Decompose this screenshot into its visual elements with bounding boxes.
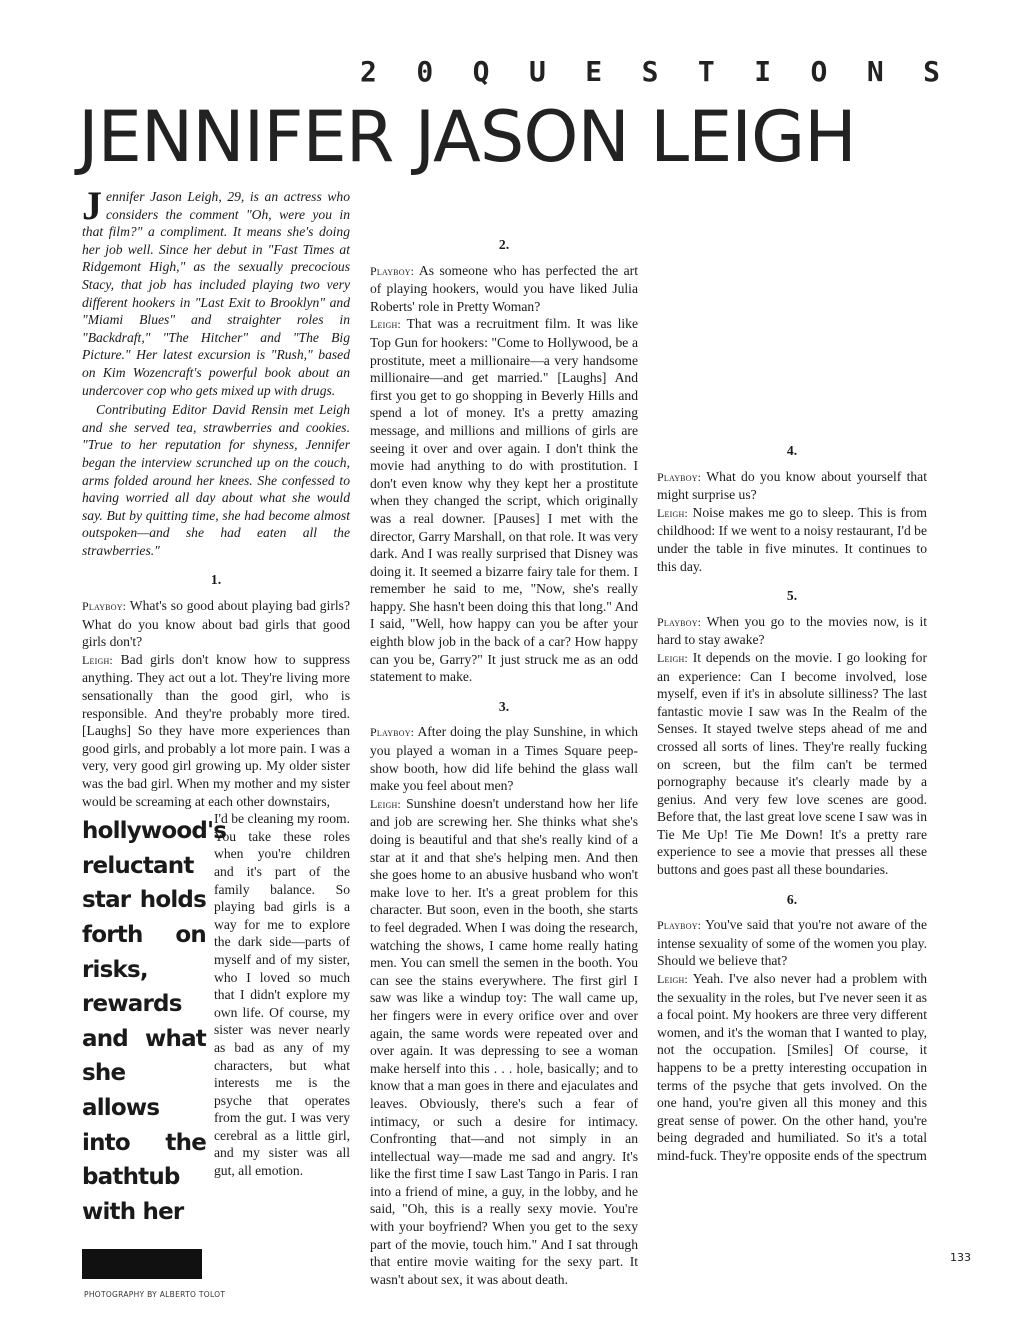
- intro-paragraph-2: Contributing Editor David Rensin met Leigh and she served tea, strawberries and cookies. "True to her reputation for shyness, Jennifer began the interview scrunched up on the couch, arms folded around her knees. She confessed to having worried all day about what she would say. But by quitting time, she had become almost outspoken—and she had eaten all the strawberries.": [82, 402, 350, 558]
- kicker-letter: N: [866, 55, 884, 88]
- answer-2-text: That was a recruitment film. It was like Top Gun for hookers: "Come to Hollywood, be a prostitute, meet a millionaire—a very handsome millionaire—and get married." [Laughs] And first you get to go shopping in Beverly Hills and spend a lot of money. It's a pretty amazing message, and millions and millions of girls are seeing it over and over again. I don't think the movie had anything to do with prostitution. I don't even know why they kept her a prostitute when they changed the script, which originally was a real downer. [Pauses] I met with the director, Garry Marshall, on that role. It was very dark. And I was really surprised that Disney was doing it. It seemed a bizarre fairy tale for them. I remember he said to me, "Now, she's really happy. She hasn't been doing this that long." And I said, "Well, how happy can you be after your eighth blow job in the back of a car? How happy can you be, Garry?" It just struck me as an odd statement to make.: [370, 316, 638, 685]
- question-5: [657, 613, 927, 649]
- kicker-letter: E: [585, 55, 603, 88]
- answer-1: [82, 651, 350, 1225]
- intro-text: [82, 183, 350, 559]
- kicker-letter: S: [641, 55, 659, 88]
- intro-paragraph-1-text: ennifer Jason Leigh, 29, is an actress who considers the comment "Oh, were you in that film?" a compliment. It means she's doing her job well. Since her debut in "Fast Times at Ridgemont High," as the sexually precocious Stacy, that job has included playing two very different hookers in "Last Exit to Brooklyn" and "Miami Blues" and straighter roles in "Backdraft," "The Hitcher" and "The Big Picture." Her latest excursion is "Rush," based on Kim Wozencraft's powerful book about an undercover cop who gets mixed up with drugs.: [82, 189, 350, 398]
- answer-3: [370, 795, 638, 1289]
- column-2: [370, 188, 638, 1288]
- question-1: [82, 597, 350, 651]
- photo-credit: PHOTOGRAPHY BY ALBERTO TOLOT: [84, 1290, 226, 1299]
- speaker-leigh: Leigh:: [370, 317, 401, 332]
- answer-6: [657, 970, 927, 1165]
- speaker-leigh: Leigh:: [657, 650, 688, 665]
- answer-5: [657, 649, 927, 879]
- question-4: [657, 468, 927, 504]
- answer-4-text: Noise makes me go to sleep. This is from childhood: If we went to a noisy restaurant, I'd be under the table in five minutes. It continues to this day.: [657, 504, 927, 574]
- answer-3-text: Sunshine doesn't understand how her life and job are screwing her. She thinks what she's doing is beautiful and that she's really kind of a star at it and that she's helping men. And then she goes home to an abusive husband who won't make love to her. It's a great problem for this character. But soon, even in the booth, she starts to feel degraded. When I was doing the research, watching the shows, I came home really hating men. You can smell the semen in the booth. You can see the stains everywhere. The first girl I saw was like a windup toy: The wall came up, her fingers were in every orifice over and over again, the same words were repeated over and over again. It was depressing to see a woman make herself into this . . . hole, basically; and to know that a man goes in there and ejaculates and leaves. Obviously, there's such a fear of intimacy, or such a desire for intimacy. Confronting that—and not simply in an intellectual way—made me sad and angry. It's like the first time I saw Last Tango in Paris. I ran into a friend of mine, a guy, in the lobby, and he said, "Oh, this is a really sexy movie. You're with your boyfriend? When you get to the sexy part of the movie, touch him." And I sat through that entire movie waiting for the sexy part. It wasn't about sex, it was about death.: [370, 795, 638, 1287]
- question-3-text: After doing the play Sunshine, in which you played a woman in a Times Square peep-show booth, how did life behind the glass wall make you feel about men?: [370, 724, 638, 794]
- speaker-leigh: Leigh:: [657, 972, 688, 987]
- speaker-playboy: Playboy:: [657, 918, 702, 933]
- answer-1-text-continued: I'd be cleaning my room. You take these roles when you're children and it's part of the family balance. So playing bad girls is a way for me to explore the dark side—parts of myself and of my sister, who I loved so much that I didn't explore my own life. Of course, my sister was never nearly as bad as any of my characters, but what interests me is the psyche that operates from the gut. I was very cerebral as a little girl, and my sister was all gut, all emotion.: [214, 811, 350, 1179]
- column-3: [657, 188, 927, 1165]
- question-6-text: You've said that you're not aware of the intense sexuality of some of the women you play. Should we believe that?: [657, 917, 927, 969]
- pull-quote-bar: [82, 1249, 202, 1279]
- question-number-5: 5.: [786, 588, 798, 604]
- question-5-text: When you go to the movies now, is it hard to stay awake?: [657, 613, 927, 648]
- kicker-letter: I: [754, 55, 772, 88]
- kicker-letter: 2: [360, 55, 377, 88]
- question-number-4: 4.: [786, 443, 798, 458]
- speaker-playboy: Playboy:: [657, 469, 702, 484]
- question-2-text: As someone who has perfected the art of playing hookers, would you have liked Julia Roberts' role in Pretty Woman?: [370, 262, 638, 314]
- pull-quote: [82, 814, 227, 1279]
- speaker-playboy: Playboy:: [82, 599, 127, 614]
- speaker-playboy: Playboy:: [657, 614, 702, 629]
- kicker-letter: S: [923, 55, 940, 88]
- answer-5-text: It depends on the movie. I go looking for an experience: Can I become involved, lose myself, even if it's in absolute silliness? The last fantastic movie I saw was In the Realm of the Senses. It stayed twelve steps ahead of me and crossed all sorts of lines. They're really fucking on screen, but the film can't be termed pornography because it's clearly made by a genius. And very few love scenes are good. Before that, the last great love scene I saw was in Tie Me Up! Tie Me Down! It's a pretty rare experience to see a movie that presses all these buttons and goes past all these boundaries.: [657, 649, 928, 878]
- column-1: [82, 183, 350, 1279]
- question-number-1: 1.: [210, 572, 222, 588]
- kicker-letter: O: [810, 55, 828, 88]
- speaker-playboy: Playboy:: [370, 263, 415, 278]
- answer-1-text: Bad girls don't know how to suppress anything. They act out a lot. They're living more sensationally than the good girl, who is responsible. And they're probably more tired. [Laughs] So they have more experiences than good girls, and probably a lot more pain. I was a very, very good girl growing up. My older sister was the bad girl. When my mother and my sister would be screaming at each other downstairs,: [82, 651, 350, 809]
- question-6: [657, 916, 927, 970]
- intro-paragraph: [82, 183, 350, 399]
- speaker-leigh: Leigh:: [657, 505, 688, 520]
- kicker-letter: T: [697, 55, 715, 88]
- article-title: JENNIFER JASON LEIGH: [78, 96, 856, 178]
- question-number-3: 3.: [498, 698, 510, 714]
- drop-cap: J: [82, 183, 102, 228]
- kicker-letter: U: [528, 55, 546, 88]
- question-1-text: What's so good about playing bad girls? What do you know about bad girls that good girls don't?: [82, 598, 350, 650]
- page-number: 133: [950, 1251, 971, 1264]
- answer-4: [657, 504, 927, 575]
- pull-quote-text: hollywood's reluctant star holds forth on risks, rewards and what she allows into the bathtub with her: [82, 818, 227, 1225]
- answer-6-text: Yeah. I've also never had a problem with the sexuality in the roles, but I've never seen it as a focal point. My hookers are three very different women, and it's the woman that I wanted to play, not the occupation. [Smiles] Of course, it happens to be a pretty interesting occupation in terms of the psyche that gets involved. On the one hand, you're given all this money and this great sense of power. On the other hand, you're being degraded and humiliated. So it's a total mind-fuck. They're opposite ends of the spectrum: [657, 971, 927, 1163]
- kicker-letter: 0: [416, 55, 434, 88]
- speaker-leigh: Leigh:: [370, 796, 401, 811]
- speaker-leigh: Leigh:: [82, 652, 113, 667]
- question-number-2: 2.: [498, 237, 510, 252]
- question-2: [370, 262, 638, 316]
- section-kicker: [360, 56, 940, 88]
- answer-2: [370, 315, 638, 685]
- kicker-letter: Q: [472, 55, 490, 88]
- question-3: [370, 723, 638, 794]
- question-4-text: What do you know about yourself that might surprise us?: [657, 468, 927, 503]
- speaker-playboy: Playboy:: [370, 725, 415, 740]
- question-number-6: 6.: [786, 891, 798, 907]
